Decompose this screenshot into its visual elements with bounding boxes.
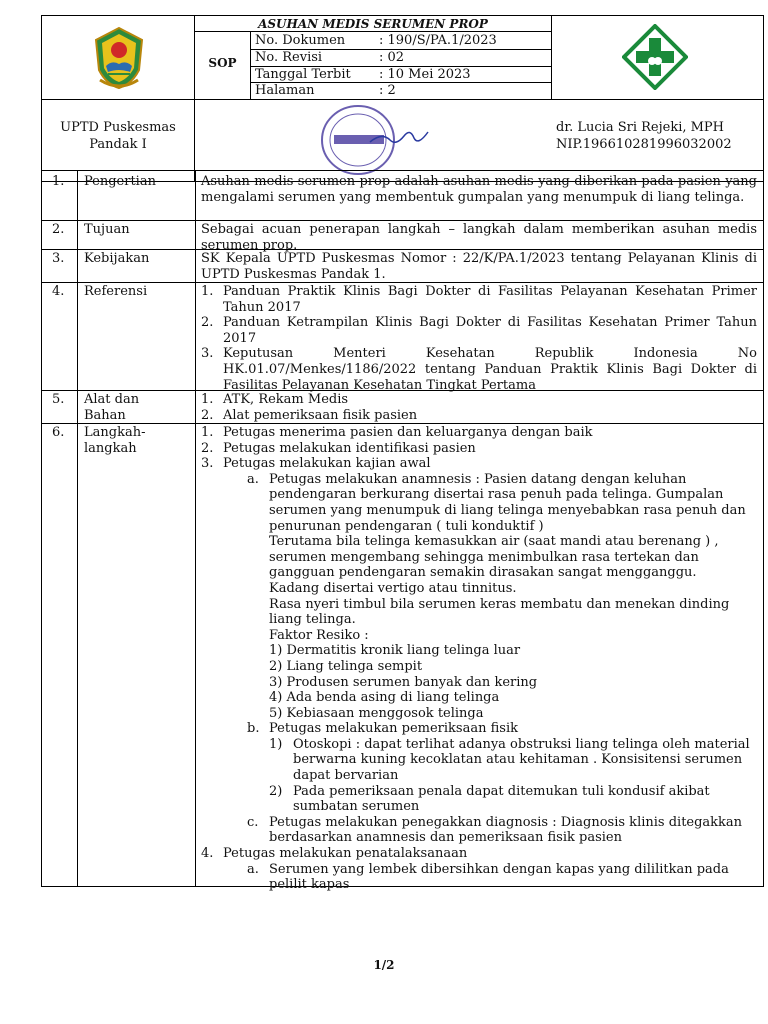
row-number: 2. bbox=[52, 222, 65, 237]
sop-header-table bbox=[41, 15, 764, 182]
list-item: 2. Petugas melakukan identifikasi pasien bbox=[201, 440, 476, 456]
list-item: 4. Petugas melakukan penatalaksanaan bbox=[201, 846, 468, 862]
organization-name-line2: Pandak I bbox=[89, 137, 147, 152]
reference-list bbox=[201, 284, 757, 393]
list-item: a. Petugas melakukan anamnesis : Pasien datang dengan keluhan pendengaran berkurang disertai rasa penuh pada telinga. Gumpalan serumen yang menumpuk di liang telinga menyebabkan rasa penuh dan penurunan pendengaran ( tuli konduktif ) bbox=[247, 471, 746, 534]
revision-label: No. Revisi bbox=[255, 50, 323, 65]
list-item: 5) Kebiasaan menggosok telinga bbox=[269, 705, 484, 721]
list-item: 3. Keputusan Menteri Kesehatan Republik Indonesia No HK.01.07/Menkes/1186/2022 tentang Panduan Praktik Klinis Bagi Dokter di Fasilitas Pelayanan Kesehatan Tingkat Pertama bbox=[201, 346, 757, 393]
paragraph: Rasa nyeri timbul bila serumen keras membatu dan menekan dinding liang telinga. bbox=[269, 596, 730, 628]
regency-emblem-icon bbox=[92, 26, 146, 90]
row-label-kebijakan: Kebijakan bbox=[84, 251, 150, 266]
row-text-pengertian: Asuhan medis serumen prop adalah asuhan medis yang diberikan pada pasien yang mengalami serumen yang membentuk gumpalan yang menumpuk di liang telinga. bbox=[201, 174, 757, 205]
puskesmas-logo-icon bbox=[622, 24, 688, 90]
row-label-alat: Alat dan Bahan bbox=[84, 392, 140, 423]
paragraph: Terutama bila telinga kemasukkan air (saat mandi atau berenang ) , serumen mengembang sehingga menimbulkan rasa tertekan dan gangguan pendengaran semakin dirasakan sangat mengganggu. bbox=[269, 534, 719, 581]
doc-number-value: : 190/S/PA.1/2023 bbox=[379, 33, 497, 48]
document-title: ASUHAN MEDIS SERUMEN PROP bbox=[258, 17, 488, 31]
list-item: 3) Produsen serumen banyak dan kering bbox=[269, 674, 538, 690]
list-item: 2. Panduan Ketrampilan Klinis Bagi Dokter di Fasilitas Kesehatan Primer Tahun 2017 bbox=[201, 315, 757, 346]
row-label-tujuan: Tujuan bbox=[84, 222, 130, 237]
issue-date-label: Tanggal Terbit bbox=[255, 67, 351, 82]
list-item: 3. Petugas melakukan kajian awal bbox=[201, 456, 431, 472]
page-label: Halaman bbox=[255, 83, 315, 98]
list-item: 4) Ada benda asing di liang telinga bbox=[269, 690, 500, 706]
procedure-steps bbox=[201, 425, 757, 893]
issue-date-value: : 10 Mei 2023 bbox=[379, 67, 471, 82]
page-value: : 2 bbox=[379, 83, 396, 98]
revision-value: : 02 bbox=[379, 50, 405, 65]
row-text-kebijakan: SK Kepala UPTD Puskesmas Nomor : 22/K/PA.1/2023 tentang Pelayanan Klinis di UPTD Puskesmas Pandak 1. bbox=[201, 251, 757, 282]
row-number: 4. bbox=[52, 284, 65, 299]
list-item: c. Petugas melakukan penegakkan diagnosis : Diagnosis klinis ditegakkan berdasarkan anamnesis dan pemeriksaan fisik pasien bbox=[247, 814, 743, 846]
row-label-langkah: Langkah- langkah bbox=[84, 425, 146, 456]
list-item: 1. Petugas menerima pasien dan keluarganya dengan baik bbox=[201, 425, 593, 440]
signer-nip: NIP.196610281996032002 bbox=[556, 137, 732, 152]
list-item: 2. Alat pemeriksaan fisik pasien bbox=[201, 407, 418, 423]
organization-name-line1: UPTD Puskesmas bbox=[60, 120, 176, 135]
list-item: 1. ATK, Rekam Medis bbox=[201, 392, 349, 407]
signer-name: dr. Lucia Sri Rejeki, MPH bbox=[556, 120, 725, 135]
list-item: 1. Panduan Praktik Klinis Bagi Dokter di Fasilitas Pelayanan Kesehatan Primer Tahun 2017 bbox=[201, 284, 757, 315]
list-item: 2) Pada pemeriksaan penala dapat ditemukan tuli kondusif akibat sumbatan serumen bbox=[269, 783, 710, 815]
sop-label: SOP bbox=[208, 56, 237, 70]
row-number: 1. bbox=[52, 174, 65, 189]
list-item: 2) Liang telinga sempit bbox=[269, 658, 423, 674]
row-number: 3. bbox=[52, 251, 65, 266]
list-item: b. Petugas melakukan pemeriksaan fisik bbox=[247, 721, 518, 737]
list-item: a. Serumen yang lembek dibersihkan dengan kapas yang dililitkan pada pelilit kapas bbox=[247, 861, 729, 893]
row-number: 6. bbox=[52, 425, 65, 440]
doc-number-label: No. Dokumen bbox=[255, 33, 346, 48]
list-item: 1) Dermatitis kronik liang telinga luar bbox=[269, 643, 521, 659]
row-label-pengertian: Pengertian bbox=[84, 174, 156, 189]
row-number: 5. bbox=[52, 392, 65, 407]
list-item: 1) Otoskopi : dapat terlihat adanya obstruksi liang telinga oleh material berwarna kuning kecoklatan atau kehitaman . Konsisitensi serumen dapat bervarian bbox=[269, 736, 750, 784]
row-text-tujuan: Sebagai acuan penerapan langkah – langkah dalam memberikan asuhan medis serumen prop. bbox=[201, 222, 757, 253]
page-number: 1/2 bbox=[373, 958, 395, 972]
paragraph: Kadang disertai vertigo atau tinnitus. bbox=[269, 580, 517, 596]
paragraph: Faktor Resiko : bbox=[269, 627, 369, 643]
tools-list bbox=[201, 392, 757, 423]
sop-body-table bbox=[41, 170, 764, 893]
official-stamp-icon bbox=[310, 102, 440, 178]
row-label-referensi: Referensi bbox=[84, 284, 148, 299]
